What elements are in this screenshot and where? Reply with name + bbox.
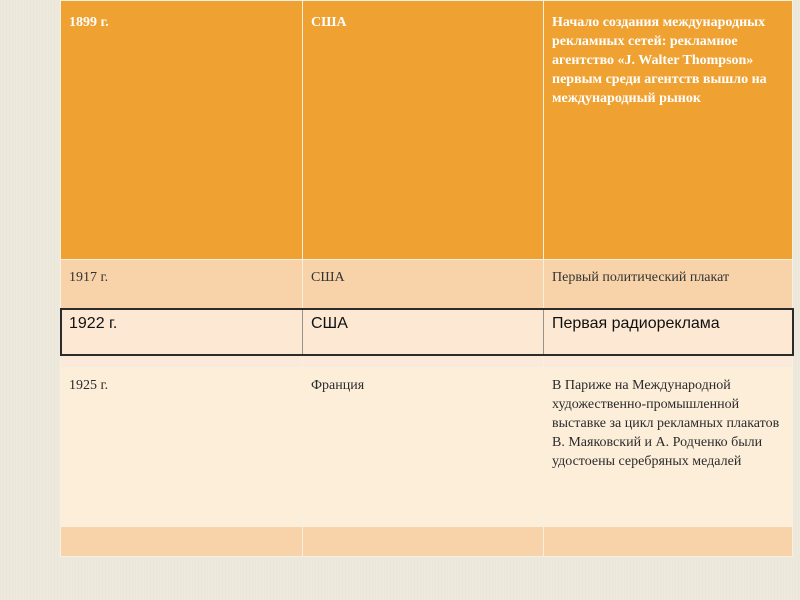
country-cell <box>303 309 544 355</box>
year-text: 1917 г. <box>69 270 109 285</box>
empty-cell <box>61 527 303 557</box>
event-cell <box>544 260 793 309</box>
history-table-container <box>60 0 792 557</box>
event-cell <box>544 1 793 260</box>
year-text: 1899 г. <box>69 15 109 30</box>
country-text: США <box>311 15 347 30</box>
table-row-highlighted <box>61 309 793 355</box>
country-cell <box>303 260 544 309</box>
country-cell <box>303 1 544 260</box>
year-cell <box>61 368 303 527</box>
table-spacer-row <box>61 355 793 368</box>
event-text: Первый политический плакат <box>552 270 730 285</box>
country-text: США <box>311 270 345 285</box>
table-row <box>61 368 793 527</box>
event-text: В Париже на Международной художественно-промышленной выставке за цикл рекламных плакатов В. Маяковский и А. Родченко были удостоены серебряных медалей <box>552 378 780 469</box>
event-cell <box>544 368 793 527</box>
country-text: Франция <box>311 378 365 393</box>
country-cell <box>303 368 544 527</box>
table-row <box>61 260 793 309</box>
year-text: 1922 г. <box>69 315 118 332</box>
table-empty-row <box>61 527 793 557</box>
year-cell <box>61 260 303 309</box>
event-text: Начало создания международных рекламных сетей: рекламное агентство «J. Walter Thompson» первым среди агентств вышло на международный рынок <box>552 15 767 106</box>
empty-cell <box>303 527 544 557</box>
empty-cell <box>544 527 793 557</box>
event-cell <box>544 309 793 355</box>
spacer-cell <box>544 355 793 368</box>
spacer-cell <box>61 355 303 368</box>
spacer-cell <box>303 355 544 368</box>
history-table <box>60 0 793 557</box>
year-cell <box>61 309 303 355</box>
table-row <box>61 1 793 260</box>
year-cell <box>61 1 303 260</box>
year-text: 1925 г. <box>69 378 109 393</box>
event-text: Первая радиореклама <box>552 315 720 332</box>
country-text: США <box>311 315 348 332</box>
